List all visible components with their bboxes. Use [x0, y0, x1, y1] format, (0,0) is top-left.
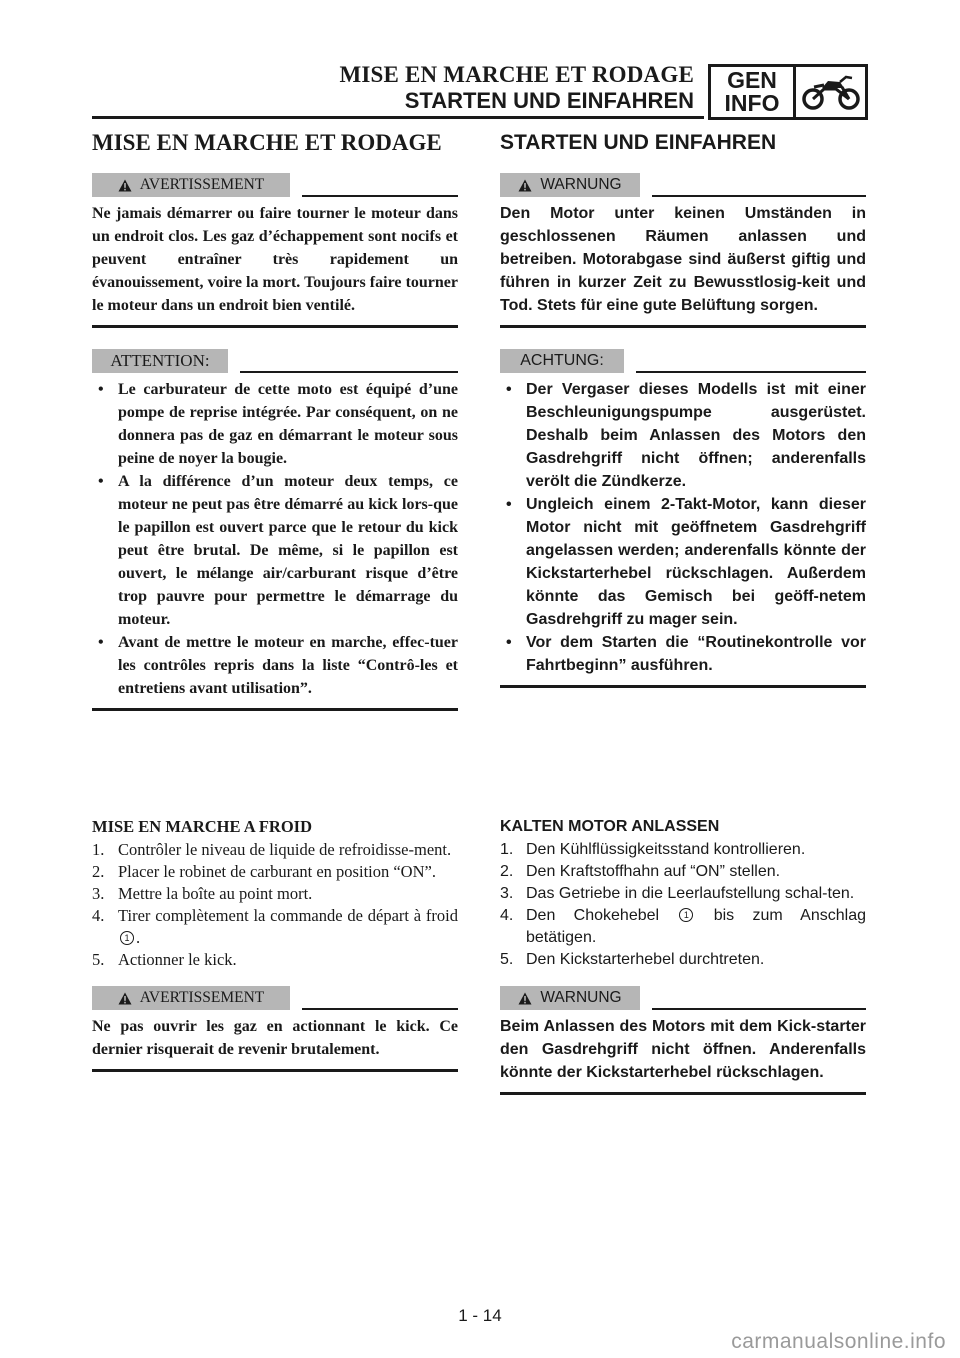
- step-item: [500, 839, 866, 861]
- step-text: Den Kickstarterhebel durchtreten.: [526, 951, 765, 968]
- header-rule: [92, 116, 704, 119]
- warning-box-fr-1: [92, 172, 458, 328]
- cold-start-title: KALTEN MOTOR ANLASSEN: [500, 818, 720, 835]
- step-item: [500, 949, 866, 971]
- callout-marker: 1: [120, 931, 134, 945]
- caution-box-de: [500, 348, 866, 688]
- step-item: [92, 839, 458, 861]
- warning-tag: [500, 173, 640, 197]
- step-number: 4.: [500, 907, 514, 924]
- warning-header: [92, 172, 458, 198]
- section-title-fr: MISE EN MARCHE ET RODAGE: [92, 130, 442, 155]
- warning-tag: [92, 986, 290, 1010]
- warning-triangle-icon: [518, 992, 532, 1005]
- step-item: [92, 883, 458, 905]
- warning-triangle-icon: [118, 992, 132, 1005]
- watermark: carmanualsonline.info: [731, 1330, 946, 1353]
- caution-tag: [500, 349, 624, 373]
- caution-header: [500, 348, 866, 374]
- step-number: 3.: [500, 885, 514, 902]
- page-number: 1 - 14: [458, 1306, 502, 1325]
- warning-box-de-1: [500, 172, 866, 328]
- warning-label: WARNUNG: [540, 989, 622, 1006]
- caution-label: ATTENTION:: [110, 351, 210, 370]
- caution-item: • Der Vergaser dieses Modells ist mit einer Beschleunigungspumpe ausgerüstet. Deshalb beim Anlassen des Motors den Gasdrehgriff nicht öffnen; anderenfalls verölt die Zündkerze.: [500, 378, 866, 493]
- caution-tag: [92, 349, 228, 373]
- warning-text: Den Motor unter keinen Umständen in geschlossenen Räumen anlassen und betreiben. Motorabgase sind äußerst giftig und führen in kurzer Zeit zu Bewusstlosig-keit und Tod. Stets für eine gute Belüftung sorgen.: [500, 205, 866, 314]
- cold-start-title: MISE EN MARCHE A FROID: [92, 817, 313, 836]
- caution-box-fr: [92, 348, 458, 711]
- step-number: 1.: [92, 840, 105, 859]
- caution-end-rule: [92, 708, 458, 711]
- caution-list: [92, 378, 458, 700]
- step-item: [92, 905, 458, 949]
- warning-triangle-icon: [518, 179, 532, 192]
- step-item: [500, 861, 866, 883]
- step-number: 5.: [92, 950, 105, 969]
- warning-box-de-2: [500, 985, 866, 1095]
- motorcycle-icon: [796, 67, 865, 117]
- warning-label: AVERTISSEMENT: [139, 989, 265, 1006]
- step-text: Den Kühlflüssigkeitsstand kontrollieren.: [526, 841, 806, 858]
- step-text: Den Chokehebel: [526, 907, 678, 924]
- step-item: [500, 883, 866, 905]
- warning-text: Ne pas ouvrir les gaz en actionnant le kick. Ce dernier risquerait de revenir brutalement.: [92, 1018, 458, 1058]
- section-badge: [708, 64, 868, 120]
- warning-box-fr-2: [92, 985, 458, 1072]
- cold-start-steps: [92, 839, 458, 971]
- cold-start-de: [500, 816, 866, 1095]
- step-number: 3.: [92, 884, 105, 903]
- step-text: Den Kraftstoffhahn auf “ON” stellen.: [526, 863, 781, 880]
- badge-line2: INFO: [724, 90, 780, 116]
- caution-item: • Vor dem Starten die “Routinekontrolle vor Fahrtbeginn” ausführen.: [500, 631, 866, 677]
- caution-item: • Ungleich einem 2-Takt-Motor, kann dieser Motor nicht mit geöffnetem Gasdrehgriff angelassen werden; anderenfalls könnte der Kickstarterhebel rückschlagen. Außerdem könnte das Gemisch bei geöff-netem Gasdrehgriff zu mager sein.: [500, 493, 866, 631]
- caution-item: • Le carburateur de cette moto est équipé d’une pompe de reprise intégrée. Par conséquent, on ne donnera pas de gaz en démarrant le moteur sous peine de noyer la bougie.: [92, 378, 458, 470]
- badge-label: [711, 67, 796, 117]
- warning-header-rule: [302, 1008, 458, 1010]
- warning-end-rule: [500, 325, 866, 328]
- header-title-de: STARTEN UND EINFAHREN: [404, 88, 694, 113]
- step-text-end: bis zum Anschlag betätigen.: [526, 907, 867, 946]
- step-number: 4.: [92, 906, 105, 925]
- caution-header: [92, 348, 458, 374]
- warning-header: [92, 985, 458, 1011]
- warning-tag: [92, 173, 290, 197]
- step-number: 2.: [500, 863, 514, 880]
- cold-start-steps: [500, 839, 866, 971]
- caution-item: • A la différence d’un moteur deux temps, ce moteur ne peut pas être démarré au kick lors-que le papillon est ouvert parce que le retour du kick peut être brutal. De même, si le papillon est ouvert, le mélange air/carburant risque d’être trop pauvre pour permettre le démarrage du moteur.: [92, 470, 458, 631]
- column-french: [92, 132, 458, 711]
- step-text: Mettre la boîte au point mort.: [118, 884, 313, 903]
- caution-header-rule: [240, 371, 458, 373]
- caution-label: ACHTUNG:: [520, 352, 604, 369]
- section-title-de: STARTEN UND EINFAHREN: [500, 131, 777, 154]
- column-german: [500, 132, 866, 688]
- warning-tag: [500, 986, 640, 1010]
- badge-line1: GEN: [727, 67, 777, 93]
- warning-header: [500, 985, 866, 1011]
- callout-marker: 1: [679, 908, 693, 922]
- warning-label: AVERTISSEMENT: [139, 176, 265, 193]
- cold-start-fr: [92, 816, 458, 1072]
- step-text: Placer le robinet de carburant en position “ON”.: [118, 862, 436, 881]
- warning-label: WARNUNG: [540, 176, 622, 193]
- warning-header-rule: [652, 195, 866, 197]
- warning-end-rule: [92, 1069, 458, 1072]
- warning-header-rule: [302, 195, 458, 197]
- step-text: Das Getriebe in die Leerlaufstellung schal-ten.: [526, 885, 855, 902]
- caution-item: • Avant de mettre le moteur en marche, effec-tuer les contrôles repris dans la liste “Contrô-les et entretiens avant utilisation”.: [92, 631, 458, 700]
- step-number: 5.: [500, 951, 514, 968]
- warning-header: [500, 172, 866, 198]
- warning-end-rule: [500, 1092, 866, 1095]
- step-number: 2.: [92, 862, 105, 881]
- step-item: [92, 861, 458, 883]
- warning-end-rule: [92, 325, 458, 328]
- step-text: Actionner le kick.: [118, 950, 237, 969]
- warning-text: Beim Anlassen des Motors mit dem Kick-starter den Gasdrehgriff nicht öffnen. Anderenfalls könnte der Kickstarterhebel rückschlagen.: [500, 1018, 866, 1081]
- step-number: 1.: [500, 841, 514, 858]
- step-text: Tirer complètement la commande de départ à froid: [118, 906, 458, 925]
- caution-header-rule: [636, 371, 866, 373]
- step-text: Contrôler le niveau de liquide de refroidisse-ment.: [118, 840, 452, 859]
- header-title-fr: MISE EN MARCHE ET RODAGE: [339, 62, 694, 87]
- caution-list: [500, 378, 866, 677]
- warning-text: Ne jamais démarrer ou faire tourner le moteur dans un endroit clos. Les gaz d’échappement sont nocifs et peuvent entraîner très rapidement un évanouissement, voire la mort. Toujours faire tourner le moteur dans un endroit bien ventilé.: [92, 205, 458, 314]
- warning-header-rule: [652, 1008, 866, 1010]
- step-text-end: .: [136, 928, 141, 947]
- step-item: [500, 905, 866, 949]
- step-item: [92, 949, 458, 971]
- warning-triangle-icon: [118, 179, 132, 192]
- caution-end-rule: [500, 685, 866, 688]
